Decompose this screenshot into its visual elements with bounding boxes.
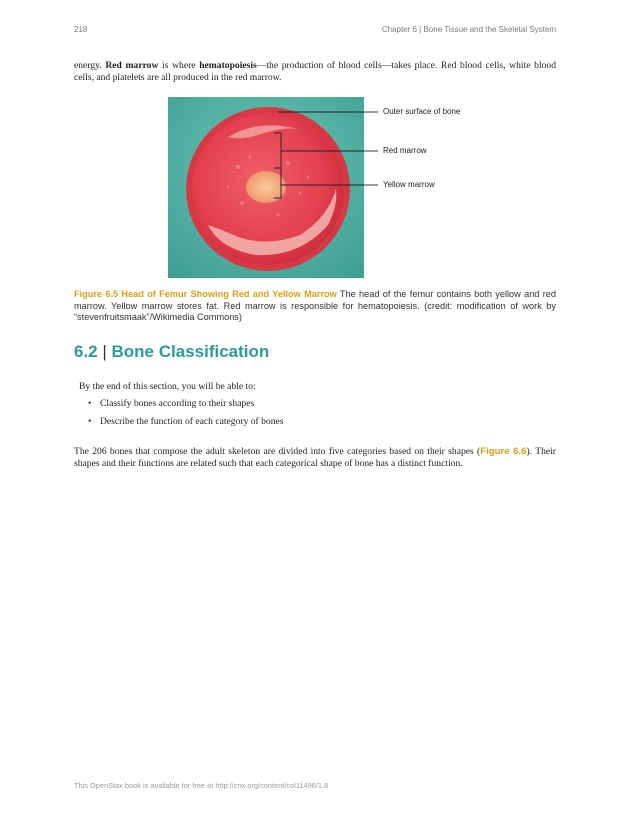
bullet-icon: • [88, 398, 92, 409]
list-item: • Describe the function of each category of bones [88, 416, 284, 427]
callout-yellow-marrow: Yellow marrow [383, 180, 435, 189]
page-number: 218 [74, 25, 88, 34]
learning-objectives [79, 381, 549, 434]
running-header [74, 25, 556, 37]
caption-text: The head of the femur contains both yellow and red marrow. Yellow marrow stores fat. Red marrow is responsible for hematopoiesis. (credit: modification of work by “stevenfruitsmaak”/Wikimedia Commons) [74, 289, 556, 323]
section-title: Bone Classification [111, 342, 270, 361]
figure-caption [74, 289, 556, 324]
figure-label: Figure 6.5 Head of Femur Showing Red and Yellow Marrow [74, 289, 337, 299]
paragraph-marrow: energy. Red marrow is where hematopoiesis—the production of blood cells—takes place. Red blood cells, white blood cells, and platelets are all produced in the red marrow. [74, 60, 557, 84]
list-item: • Classify bones according to their shapes [88, 398, 255, 409]
section-number: 6.2 [74, 342, 98, 361]
callout-outer-surface: Outer surface of bone [383, 107, 461, 116]
objectives-list [79, 398, 549, 428]
figure-6-5 [168, 97, 468, 278]
callout-red-marrow: Red marrow [383, 146, 427, 155]
chapter-title: Chapter 6 | Bone Tissue and the Skeletal System [381, 25, 556, 34]
leader-extensions [364, 97, 382, 278]
term-hematopoiesis: hematopoiesis [199, 60, 257, 71]
section-heading [74, 342, 269, 362]
page-footer: This OpenStax book is available for free at http://cnx.org/content/col11496/1.8 [74, 781, 329, 790]
paragraph-classification: The 206 bones that compose the adult skeleton are divided into five categories based on their shapes (Figure 6.6). Their shapes and their functions are related such that each categorical shape of bone has a distinct function. [74, 446, 556, 470]
femur-head-photo [168, 97, 364, 278]
figure-6-6-link[interactable]: Figure 6.6 [480, 446, 527, 457]
section-separator: | [97, 342, 112, 361]
objectives-intro: By the end of this section, you will be able to: [79, 381, 256, 392]
bullet-icon: • [88, 416, 92, 427]
term-red-marrow: Red marrow [105, 60, 159, 71]
